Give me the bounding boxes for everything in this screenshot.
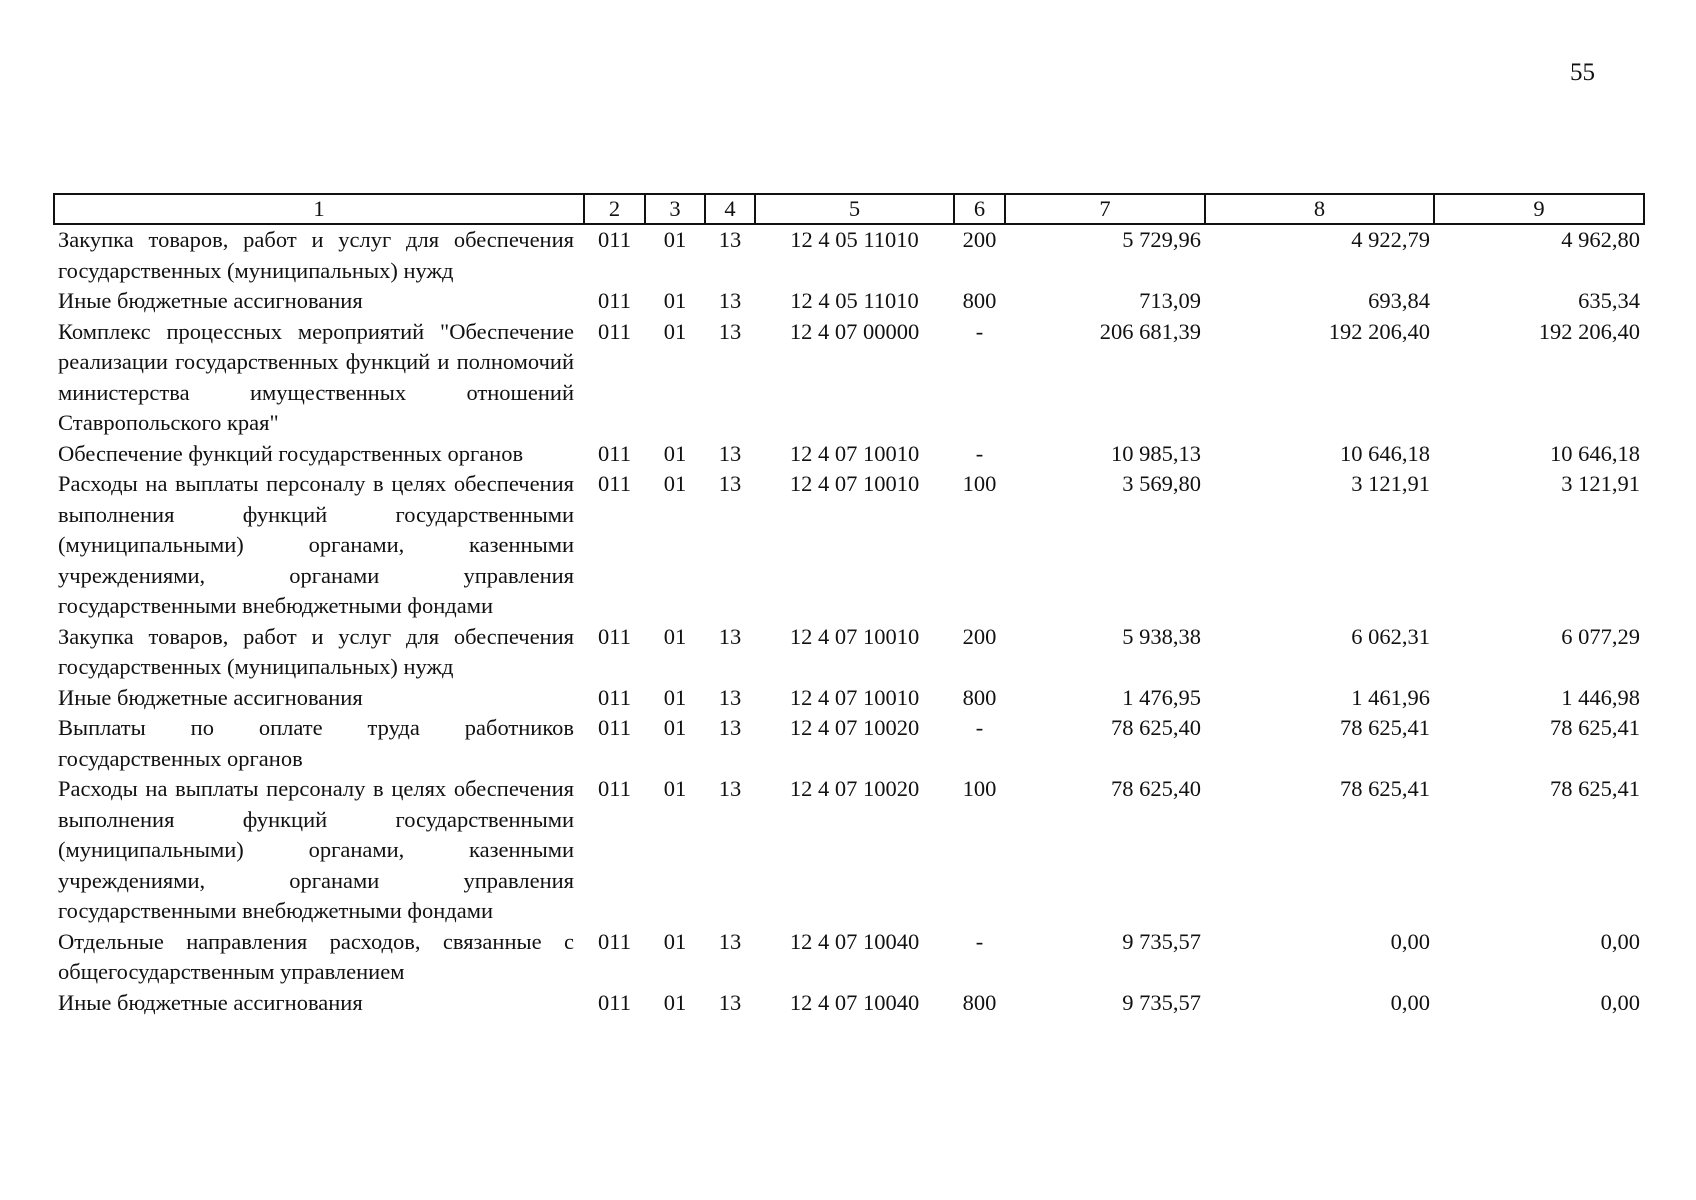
budget-table	[53, 193, 1645, 1018]
row-code: 011	[598, 928, 631, 954]
header-cell: 5	[755, 194, 954, 224]
row-name: Комплекс процессных мероприятий "Обеспечение реализации государственных функций и полномочий министерства имущественных отношений Ставропольского края"	[58, 318, 574, 435]
row-value-year3: 10 646,18	[1550, 440, 1640, 466]
row-code: 011	[598, 288, 631, 313]
row-section: 01	[663, 318, 687, 344]
row-value-year3: 4 962,80	[1561, 227, 1640, 252]
row-target: 12 4 07 10040	[789, 928, 920, 954]
row-code: 011	[598, 227, 631, 252]
row-subsection: 13	[718, 623, 742, 649]
row-value-year1: 9 735,57	[1122, 989, 1201, 1015]
header-row	[54, 194, 1644, 224]
row-section: 01	[663, 684, 687, 710]
header-cell: 4	[705, 194, 755, 224]
row-target: 12 4 07 10020	[789, 776, 920, 801]
row-subsection: 13	[718, 318, 742, 344]
row-name: Иные бюджетные ассигнования	[58, 684, 363, 710]
row-name: Иные бюджетные ассигнования	[58, 288, 363, 313]
row-section: 01	[663, 471, 687, 496]
row-value-year3: 0,00	[1600, 989, 1640, 1015]
row-code: 011	[598, 471, 631, 496]
table-body	[54, 224, 1644, 1018]
row-code: 011	[598, 989, 631, 1015]
row-value-year1: 3 569,80	[1122, 471, 1201, 496]
header-cell: 9	[1434, 194, 1644, 224]
row-code: 011	[598, 776, 631, 801]
header-cell: 6	[954, 194, 1005, 224]
row-subsection: 13	[718, 684, 742, 710]
row-subsection: 13	[718, 989, 742, 1015]
row-subsection: 13	[718, 227, 742, 252]
row-type: -	[975, 715, 984, 740]
table-row	[54, 927, 1644, 988]
header-cell: 3	[645, 194, 705, 224]
row-name: Расходы на выплаты персоналу в целях обеспечения выполнения функций государственными (муниципальными) органами, казенными учреждениями, органами управления государственными внебюджетными фондами	[58, 471, 574, 618]
row-name: Отдельные направления расходов, связанные с общегосударственным управлением	[58, 928, 574, 984]
row-target: 12 4 07 10010	[789, 440, 920, 466]
header-cell: 7	[1005, 194, 1205, 224]
row-type: 200	[962, 623, 997, 649]
table-row	[54, 988, 1644, 1019]
row-name: Обеспечение функций государственных органов	[58, 440, 524, 466]
row-value-year2: 693,84	[1368, 288, 1430, 313]
row-value-year3: 635,34	[1578, 288, 1640, 313]
row-value-year2: 3 121,91	[1351, 471, 1430, 496]
table-row	[54, 317, 1644, 439]
table-header	[54, 194, 1644, 224]
page-number: 55	[1570, 59, 1595, 86]
row-value-year2: 4 922,79	[1351, 227, 1430, 252]
table-row	[54, 713, 1644, 774]
row-section: 01	[663, 715, 687, 740]
row-value-year2: 78 625,41	[1340, 776, 1430, 801]
row-target: 12 4 07 10010	[789, 684, 920, 710]
row-target: 12 4 07 10020	[789, 715, 920, 740]
row-section: 01	[663, 288, 687, 313]
row-value-year3: 78 625,41	[1550, 776, 1640, 801]
row-value-year3: 78 625,41	[1550, 715, 1640, 740]
row-target: 12 4 07 10010	[789, 471, 920, 496]
row-target: 12 4 05 11010	[790, 288, 919, 313]
row-value-year3: 1 446,98	[1561, 684, 1640, 710]
row-value-year1: 9 735,57	[1122, 928, 1201, 954]
row-value-year1: 10 985,13	[1111, 440, 1201, 466]
row-value-year2: 6 062,31	[1351, 623, 1430, 649]
row-subsection: 13	[718, 440, 742, 466]
row-type: 200	[962, 227, 997, 252]
row-code: 011	[598, 715, 631, 740]
row-type: 800	[962, 684, 997, 710]
table-row	[54, 224, 1644, 286]
row-section: 01	[663, 440, 687, 466]
row-section: 01	[663, 227, 687, 252]
table-row	[54, 683, 1644, 714]
header-cell: 2	[584, 194, 645, 224]
row-value-year2: 1 461,96	[1351, 684, 1430, 710]
table-row	[54, 439, 1644, 470]
row-subsection: 13	[718, 288, 742, 313]
row-value-year1: 713,09	[1139, 288, 1201, 313]
header-cell: 1	[54, 194, 584, 224]
row-value-year3: 192 206,40	[1538, 318, 1640, 344]
row-name: Закупка товаров, работ и услуг для обеспечения государственных (муниципальных) нужд	[58, 623, 574, 679]
row-subsection: 13	[718, 471, 742, 496]
row-type: 800	[962, 989, 997, 1015]
row-target: 12 4 07 00000	[789, 318, 920, 344]
row-code: 011	[598, 318, 631, 344]
row-section: 01	[663, 776, 687, 801]
row-subsection: 13	[718, 776, 742, 801]
row-target: 12 4 05 11010	[790, 227, 919, 252]
row-value-year1: 5 938,38	[1122, 623, 1201, 649]
row-value-year1: 206 681,39	[1099, 318, 1201, 344]
row-name: Иные бюджетные ассигнования	[58, 989, 363, 1015]
table-row	[54, 774, 1644, 927]
row-value-year2: 10 646,18	[1340, 440, 1430, 466]
row-section: 01	[663, 623, 687, 649]
row-section: 01	[663, 989, 687, 1015]
row-value-year1: 1 476,95	[1122, 684, 1201, 710]
row-subsection: 13	[718, 928, 742, 954]
table-row	[54, 286, 1644, 317]
row-name: Закупка товаров, работ и услуг для обеспечения государственных (муниципальных) нужд	[58, 227, 574, 283]
row-type: -	[975, 928, 984, 954]
row-target: 12 4 07 10010	[789, 623, 920, 649]
row-code: 011	[598, 684, 631, 710]
row-code: 011	[598, 440, 631, 466]
table-row	[54, 469, 1644, 622]
row-subsection: 13	[718, 715, 742, 740]
row-type: 100	[962, 471, 997, 496]
header-cell: 8	[1205, 194, 1434, 224]
row-code: 011	[598, 623, 631, 649]
row-type: -	[975, 440, 984, 466]
row-name: Выплаты по оплате труда работников государственных органов	[58, 715, 574, 771]
table-row	[54, 622, 1644, 683]
row-type: -	[975, 318, 984, 344]
row-value-year3: 0,00	[1600, 928, 1640, 954]
row-value-year3: 3 121,91	[1561, 471, 1640, 496]
row-value-year1: 5 729,96	[1122, 227, 1201, 252]
row-value-year2: 0,00	[1390, 989, 1430, 1015]
row-name: Расходы на выплаты персоналу в целях обеспечения выполнения функций государственными (муниципальными) органами, казенными учреждениями, органами управления государственными внебюджетными фондами	[58, 776, 574, 923]
row-type: 800	[962, 288, 997, 313]
row-value-year1: 78 625,40	[1111, 776, 1201, 801]
row-section: 01	[663, 928, 687, 954]
row-value-year2: 192 206,40	[1328, 318, 1430, 344]
row-target: 12 4 07 10040	[789, 989, 920, 1015]
row-value-year1: 78 625,40	[1111, 715, 1201, 740]
row-value-year2: 0,00	[1390, 928, 1430, 954]
row-value-year3: 6 077,29	[1561, 623, 1640, 649]
row-value-year2: 78 625,41	[1340, 715, 1430, 740]
row-type: 100	[962, 776, 997, 801]
